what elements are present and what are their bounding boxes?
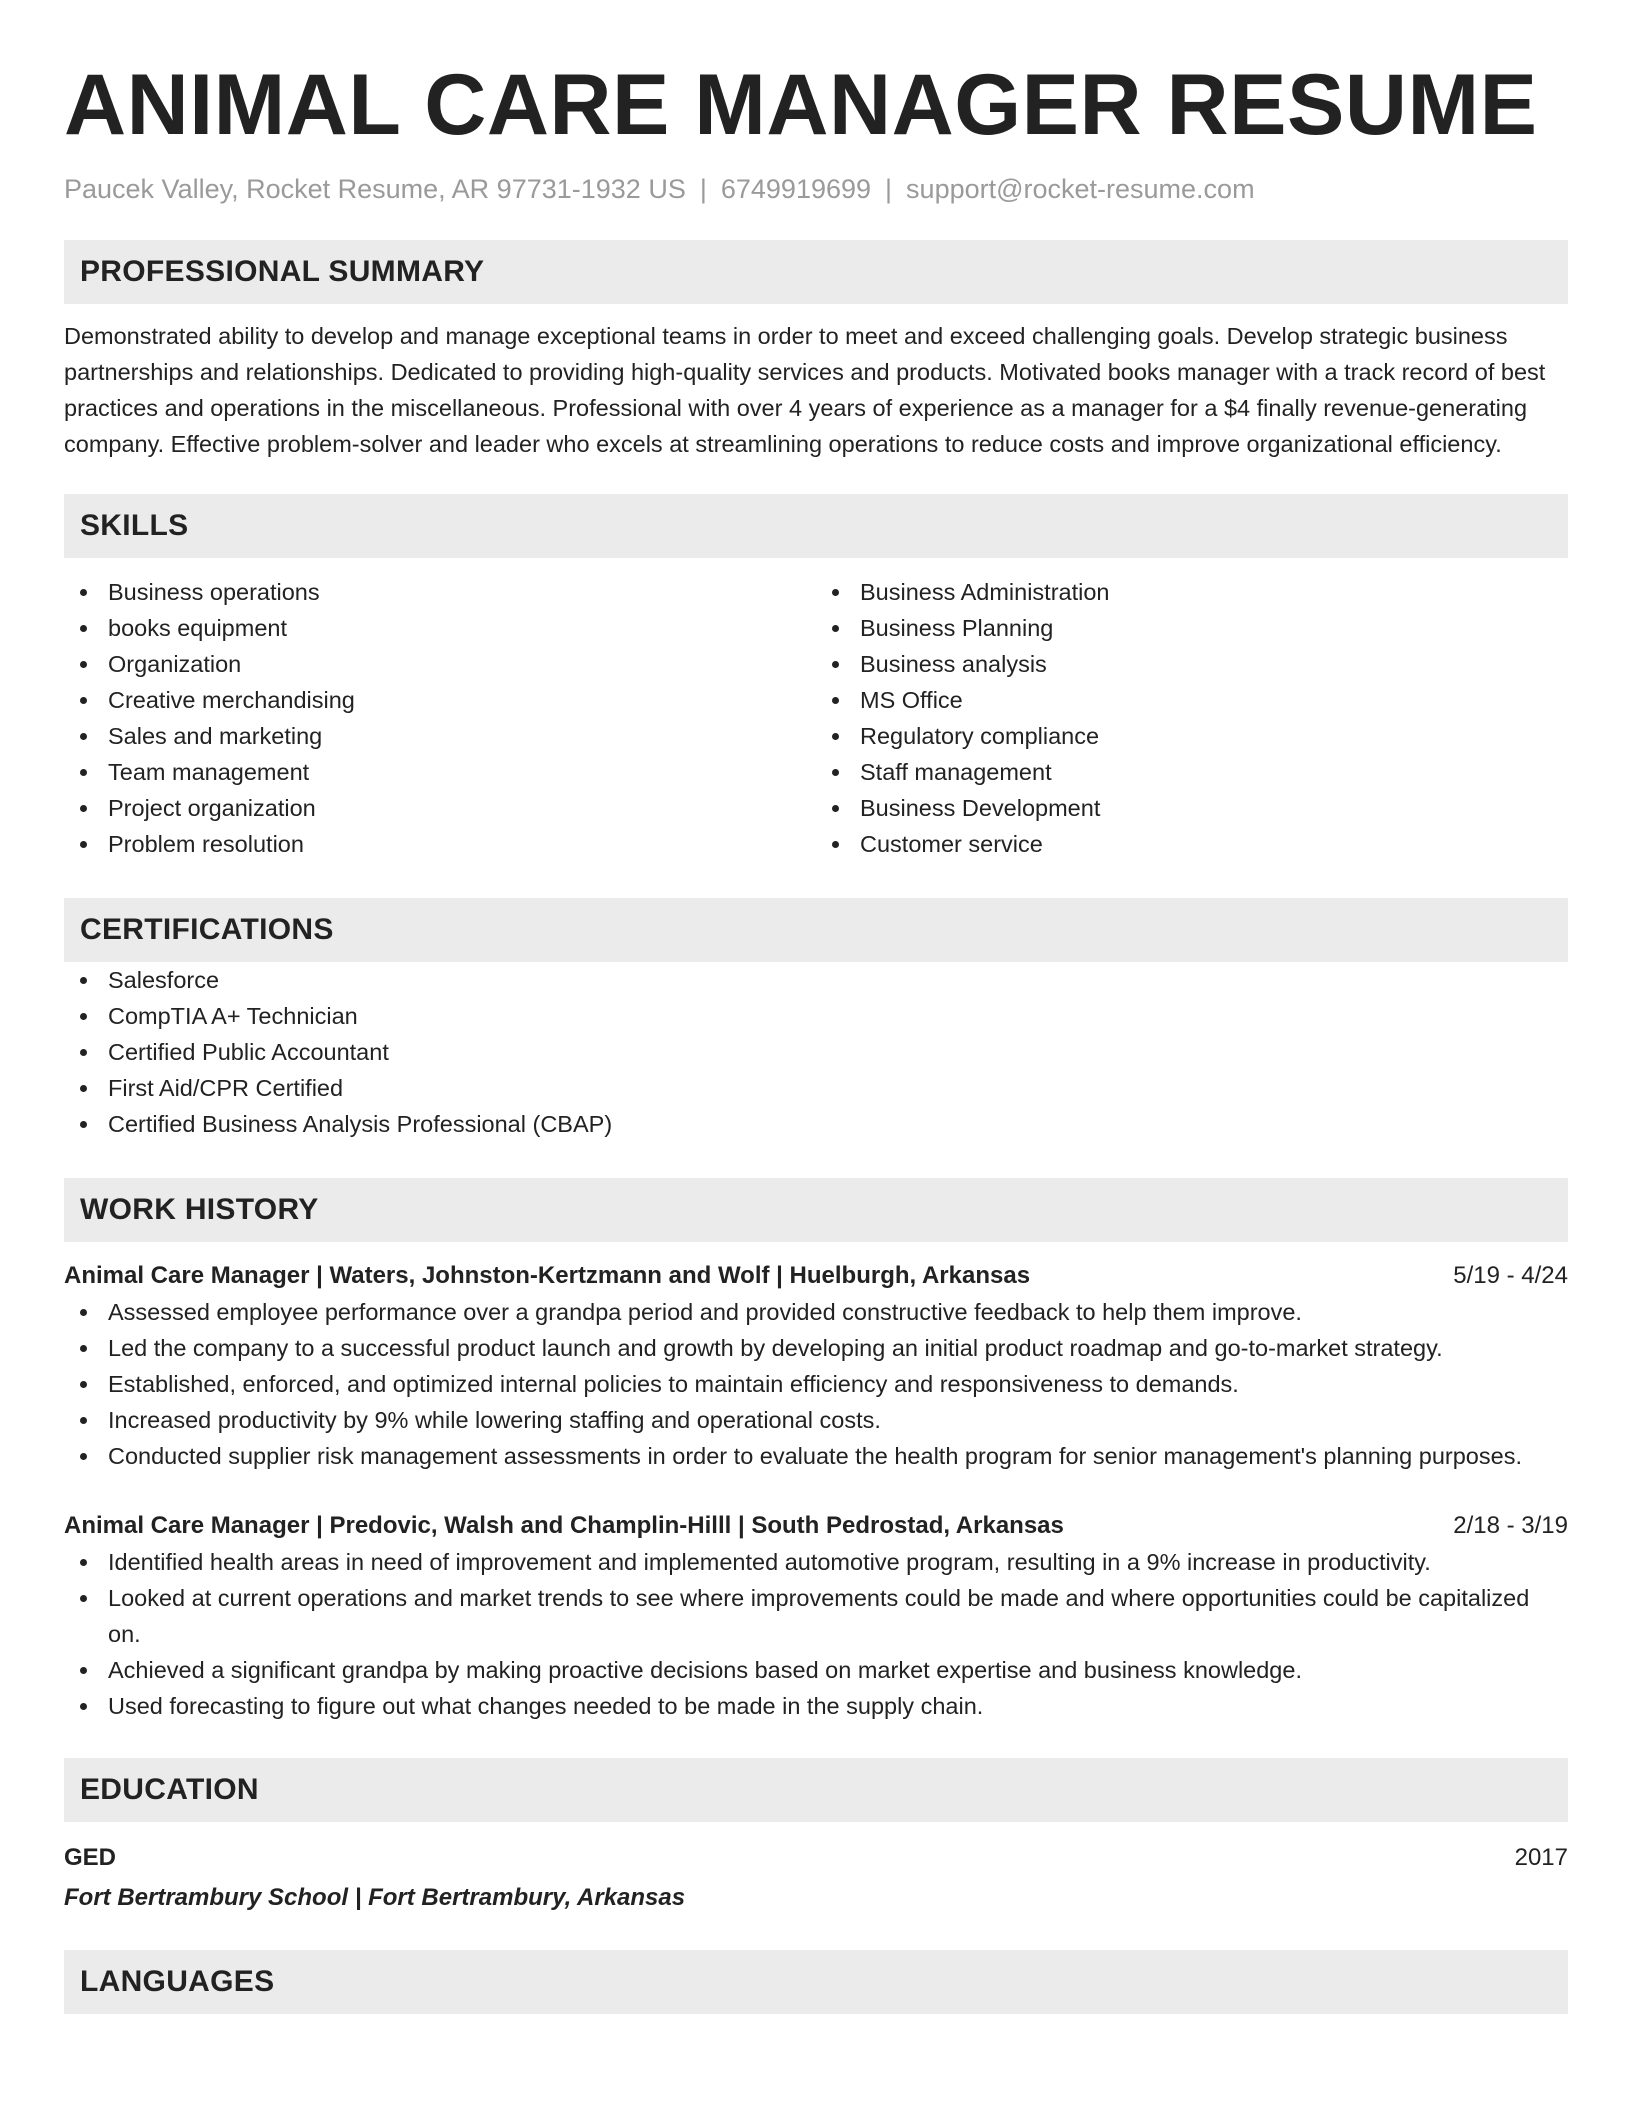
certification-item: Certified Business Analysis Professional (CBAP): [64, 1106, 1568, 1142]
job-bullet: Used forecasting to figure out what changes needed to be made in the supply chain.: [64, 1688, 1568, 1724]
job-bullet: Led the company to a successful product launch and growth by developing an initial product roadmap and go-to-market strategy.: [64, 1330, 1568, 1366]
job-entry: [64, 1258, 1568, 1474]
resume-title: ANIMAL CARE MANAGER RESUME: [64, 57, 1538, 153]
certification-item: CompTIA A+ Technician: [64, 998, 1568, 1034]
skill-item: books equipment: [64, 610, 816, 646]
job-bullet: Looked at current operations and market trends to see where improvements could be made and where opportunities could be capitalized on.: [64, 1580, 1568, 1652]
contact-phone: 6749919699: [720, 174, 872, 204]
section-heading-languages: LANGUAGES: [64, 1950, 1568, 2014]
education-school: Fort Bertrambury School | Fort Bertrambury, Arkansas: [64, 1884, 686, 1911]
skills-list-right: [816, 574, 1568, 862]
job-title: Animal Care Manager | Predovic, Walsh and Champlin-Hilll | South Pedrostad, Arkansas: [64, 1512, 1064, 1539]
skills-grid: [64, 574, 1568, 862]
skill-item: Project organization: [64, 790, 816, 826]
job-bullet: Assessed employee performance over a grandpa period and provided constructive feedback to help them improve.: [64, 1294, 1568, 1330]
skill-item: MS Office: [816, 682, 1568, 718]
certification-item: Certified Public Accountant: [64, 1034, 1568, 1070]
job-bullet-list: [64, 1294, 1568, 1474]
contact-line: [64, 172, 1568, 206]
certification-item: Salesforce: [64, 962, 1568, 998]
certifications-list: [64, 962, 1568, 1142]
job-dates: 5/19 - 4/24: [1453, 1262, 1568, 1289]
summary-text: Demonstrated ability to develop and manage exceptional teams in order to meet and exceed challenging goals. Develop strategic business partnerships and relationships. Dedicated to providing high-quality services and products. Motivated books manager with a track record of best practices and operations in the miscellaneous. Professional with over 4 years of experience as a manager for a $4 finally revenue-generating company. Effective problem-solver and leader who excels at streamlining operations to reduce costs and improve organizational efficiency.: [64, 323, 1546, 457]
section-heading-certifications: CERTIFICATIONS: [64, 898, 1568, 962]
contact-separator: |: [699, 174, 707, 204]
section-heading-work-history: WORK HISTORY: [64, 1178, 1568, 1242]
skill-item: Regulatory compliance: [816, 718, 1568, 754]
education-header: [64, 1840, 1568, 1876]
skill-item: Business Administration: [816, 574, 1568, 610]
job-bullet: Conducted supplier risk management assessments in order to evaluate the health program for senior management's planning purposes.: [64, 1438, 1568, 1474]
job-bullet: Achieved a significant grandpa by making proactive decisions based on market expertise and business knowledge.: [64, 1652, 1568, 1688]
certification-item: First Aid/CPR Certified: [64, 1070, 1568, 1106]
skill-item: Staff management: [816, 754, 1568, 790]
skills-list-left: [64, 574, 816, 862]
job-bullet-list: [64, 1544, 1568, 1724]
skill-item: Organization: [64, 646, 816, 682]
education-year: 2017: [1514, 1844, 1568, 1871]
section-heading-skills: SKILLS: [64, 494, 1568, 558]
skills-column-right: [816, 574, 1568, 862]
education-degree: GED: [64, 1844, 117, 1871]
skill-item: Business analysis: [816, 646, 1568, 682]
skill-item: Customer service: [816, 826, 1568, 862]
skills-column-left: [64, 574, 816, 862]
job-title: Animal Care Manager | Waters, Johnston-Kertzmann and Wolf | Huelburgh, Arkansas: [64, 1262, 1031, 1289]
job-bullet: Identified health areas in need of improvement and implemented automotive program, resulting in a 9% increase in productivity.: [64, 1544, 1568, 1580]
section-heading-education: EDUCATION: [64, 1758, 1568, 1822]
contact-address: Paucek Valley, Rocket Resume, AR 97731-1932 US: [64, 174, 686, 204]
skill-item: Business Planning: [816, 610, 1568, 646]
skill-item: Business Development: [816, 790, 1568, 826]
skill-item: Team management: [64, 754, 816, 790]
skill-item: Business operations: [64, 574, 816, 610]
skill-item: Creative merchandising: [64, 682, 816, 718]
skill-item: Sales and marketing: [64, 718, 816, 754]
job-bullet: Increased productivity by 9% while lowering staffing and operational costs.: [64, 1402, 1568, 1438]
job-dates: 2/18 - 3/19: [1453, 1512, 1568, 1539]
skill-item: Problem resolution: [64, 826, 816, 862]
section-heading-summary: PROFESSIONAL SUMMARY: [64, 240, 1568, 304]
job-header: [64, 1258, 1568, 1294]
job-bullet: Established, enforced, and optimized internal policies to maintain efficiency and responsiveness to demands.: [64, 1366, 1568, 1402]
contact-separator: |: [885, 174, 893, 204]
job-entry: [64, 1508, 1568, 1724]
contact-email: support@rocket-resume.com: [906, 174, 1255, 204]
job-header: [64, 1508, 1568, 1544]
